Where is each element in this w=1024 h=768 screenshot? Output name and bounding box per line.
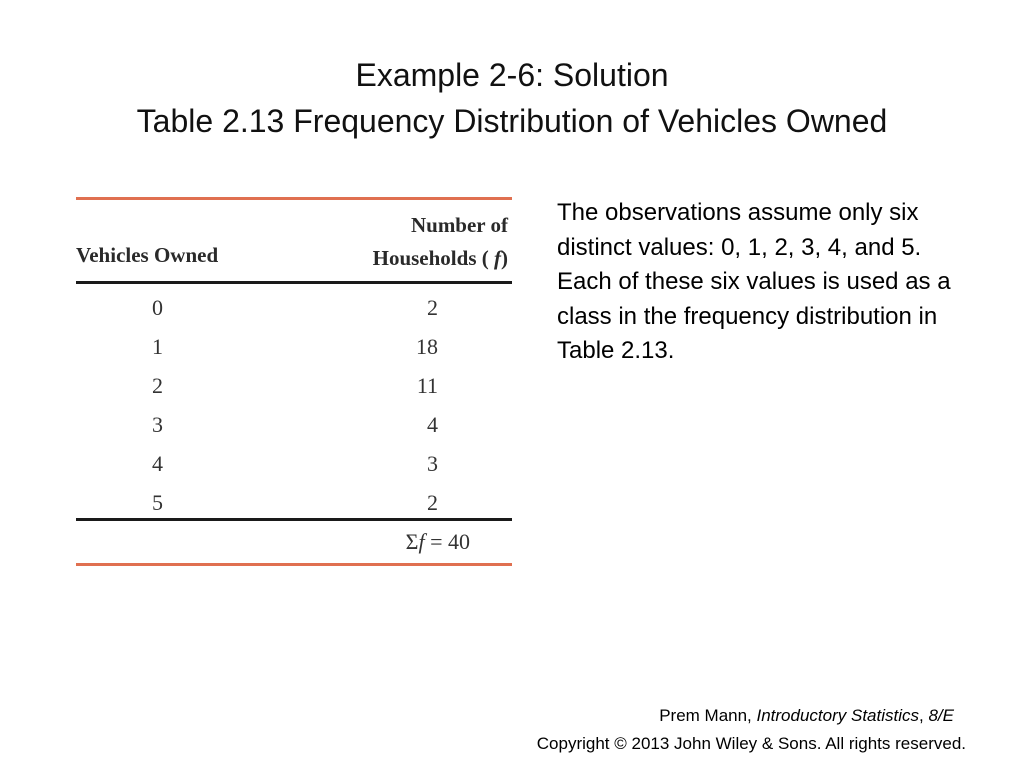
table-row	[76, 404, 512, 443]
footer-citation	[537, 702, 966, 730]
footer-sep: ,	[919, 706, 929, 725]
households-header-line1: Number of	[410, 213, 508, 237]
households-cell: 2	[427, 295, 438, 320]
vehicles-cell: 5	[152, 490, 163, 515]
households-header-text: Households	[372, 246, 477, 270]
footer-copyright: Copyright © 2013 John Wiley & Sons. All rights reserved.	[536, 734, 966, 753]
footer-author: Prem Mann,	[659, 706, 757, 725]
table-header-rule	[76, 281, 512, 284]
table-row	[76, 365, 512, 404]
slide-title-line1: Example 2-6: Solution	[355, 57, 669, 93]
sigma-symbol: Σ	[405, 529, 419, 554]
vehicles-cell: 3	[152, 412, 163, 437]
footer	[537, 702, 966, 758]
table-row	[76, 443, 512, 482]
slide-title-line2: Table 2.13 Frequency Distribution of Vehicles Owned	[136, 103, 888, 139]
households-cell: 18	[416, 334, 438, 359]
frequency-table	[76, 197, 512, 569]
footer-book: Introductory Statistics	[756, 706, 920, 725]
vehicles-cell: 2	[152, 373, 163, 398]
table-sum-rule	[76, 518, 512, 521]
households-header-paren-close: )	[501, 246, 508, 270]
sum-total	[406, 529, 470, 555]
table-top-rule	[76, 197, 512, 200]
table-row	[76, 287, 512, 326]
households-header-f: f	[494, 246, 501, 270]
vehicles-cell: 0	[152, 295, 163, 320]
households-header-paren-open: (	[481, 246, 494, 270]
slide-title	[0, 52, 1024, 144]
table-row	[76, 482, 512, 521]
households-cell: 2	[427, 490, 438, 515]
explanation-paragraph: The observations assume only six distinct values: 0, 1, 2, 3, 4, and 5. Each of these six values is used as a class in the frequency distribution in Table 2.13.	[557, 199, 951, 364]
households-cell: 3	[427, 451, 438, 476]
sum-f-symbol: f	[418, 529, 425, 554]
vehicles-cell: 4	[152, 451, 163, 476]
households-header-line2	[373, 242, 508, 275]
households-cell: 4	[427, 412, 438, 437]
households-cell: 11	[416, 373, 438, 398]
table-row	[76, 326, 512, 365]
sum-equals: =	[424, 529, 448, 554]
vehicles-owned-header: Vehicles Owned	[76, 243, 219, 267]
vehicles-cell: 1	[152, 334, 163, 359]
table-bottom-rule	[76, 563, 512, 566]
households-header	[373, 209, 508, 275]
sum-value: 40	[448, 529, 470, 554]
footer-edition: 8/E	[928, 706, 954, 725]
